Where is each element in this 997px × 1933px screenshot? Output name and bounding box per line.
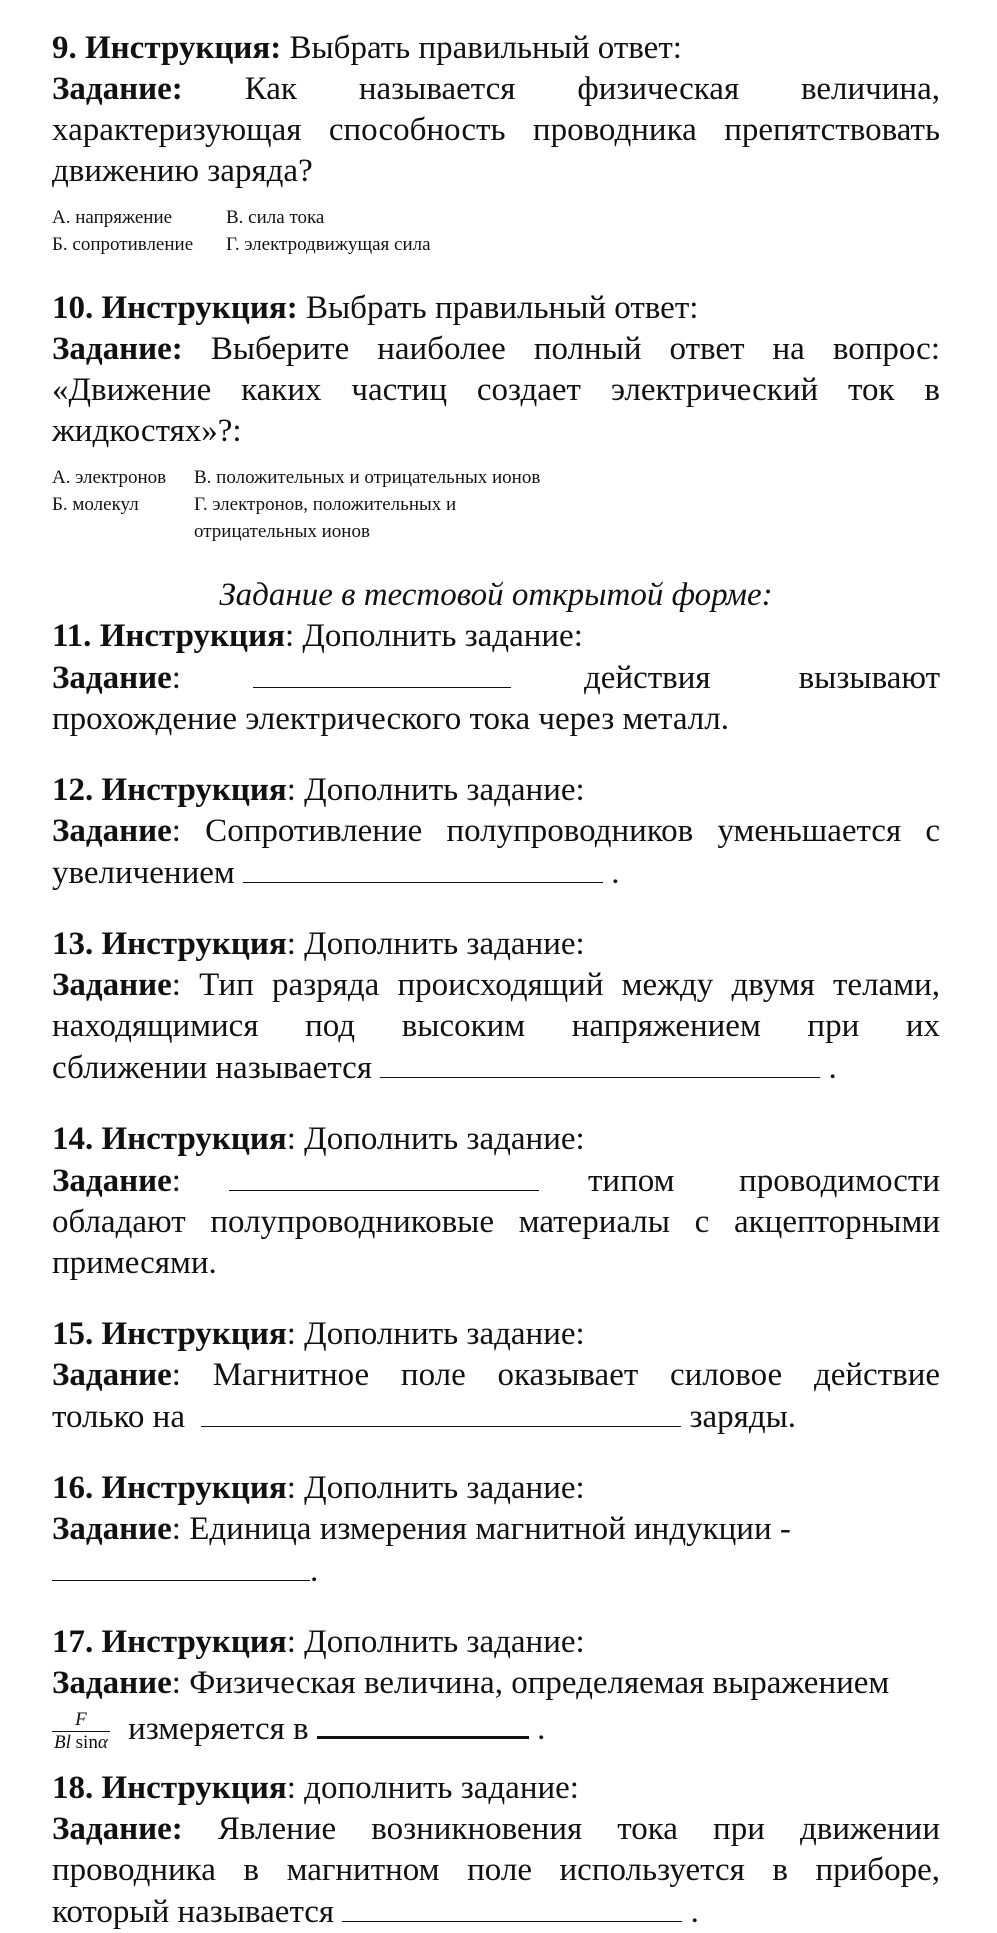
q12-end: . [611, 855, 620, 891]
q9-instruction-label: Инструкция: [85, 30, 282, 66]
q16-task-line1: : Единица измерения магнитной индукции - [171, 1511, 791, 1547]
q9-option-v: В. сила тока [226, 207, 325, 228]
q18-task-label: Задание: [52, 1810, 183, 1847]
q17-task-line1: : Физическая величина, определяемая выражением [171, 1665, 890, 1701]
question-14 [52, 1119, 940, 1284]
question-11 [52, 616, 940, 740]
q15-task-line2: только на [52, 1399, 185, 1435]
q10-task [52, 329, 940, 452]
q10-option-b: Б. молекул [52, 494, 139, 515]
q11-instruction-text: : Дополнить задание: [284, 618, 583, 654]
q15-end: заряды. [689, 1399, 797, 1435]
q12-task-label: Задание [52, 813, 172, 849]
q9-task-line1: Как называется физическая величина, [244, 71, 940, 107]
open-form-heading: Задание в тестовой открытой форме: [219, 577, 773, 613]
q17-fraction-formula [52, 1709, 110, 1754]
q11-task-label: Задание [52, 660, 172, 696]
q14-task-line2: обладают полупроводниковые материалы с акцепторными [52, 1204, 940, 1240]
q17-frac-den-alpha: α [97, 1731, 108, 1753]
q12-task-line2: увеличением [52, 855, 235, 891]
q14-answer-blank[interactable] [229, 1160, 539, 1191]
q18-instruction-text: : дополнить задание: [286, 1769, 579, 1806]
q9-task-line3: движению заряда? [52, 153, 313, 189]
question-18 [52, 1768, 940, 1933]
q18-instruction-label: Инструкция [101, 1769, 287, 1806]
q13-task-line3: сближении называется [52, 1050, 372, 1086]
q12-task-line1: : Сопротивление полупроводников уменьшается с [171, 813, 940, 849]
q16-task-label: Задание [52, 1511, 172, 1547]
question-17 [52, 1622, 940, 1754]
q12-number: 12. [52, 772, 94, 808]
q14-task-colon: : [171, 1163, 181, 1199]
q14-after-blank: типом проводимости [588, 1163, 940, 1199]
q14-task-label: Задание [52, 1163, 172, 1199]
q9-number: 9. [52, 30, 77, 66]
q11-after-blank: действия вызывают [584, 660, 940, 696]
q9-task [52, 69, 940, 192]
q15-task-line1: : Магнитное поле оказывает силовое действие [171, 1357, 940, 1393]
q17-frac-den-sin: sin [75, 1731, 98, 1753]
q17-answer-blank[interactable] [317, 1706, 529, 1739]
q15-instruction-label: Инструкция [101, 1316, 287, 1352]
q10-task-line3: жидкостях»?: [52, 413, 242, 449]
q13-instruction-text: : Дополнить задание: [286, 926, 585, 962]
q18-number: 18. [52, 1769, 94, 1806]
q13-end: . [828, 1050, 837, 1086]
q13-number: 13. [52, 926, 94, 962]
q16-end: . [310, 1553, 319, 1589]
q10-task-line2: «Движение каких частиц создает электрический ток в [52, 372, 940, 408]
q18-task-line3: который называется [52, 1893, 335, 1930]
q12-instruction-label: Инструкция [101, 772, 287, 808]
q11-answer-blank[interactable] [253, 657, 511, 688]
q13-task-line1: : Тип разряда происходящий между двумя телами, [171, 967, 940, 1003]
q11-task-line2: прохождение электрического тока через металл. [52, 701, 729, 737]
q14-instruction-label: Инструкция [101, 1121, 287, 1157]
q10-instruction-label: Инструкция: [101, 290, 298, 326]
question-15 [52, 1314, 940, 1438]
q9-options [52, 204, 940, 258]
q10-options [52, 464, 940, 545]
q9-option-b: Б. сопротивление [52, 234, 194, 255]
q17-number: 17. [52, 1624, 94, 1660]
q16-answer-blank[interactable] [52, 1550, 310, 1581]
q16-instruction-text: : Дополнить задание: [286, 1470, 585, 1506]
q9-option-a: А. напряжение [52, 207, 173, 228]
q12-answer-blank[interactable] [243, 852, 603, 883]
q10-task-line1: Выберите наиболее полный ответ на вопрос: [210, 331, 941, 367]
question-10 [52, 288, 940, 452]
q15-number: 15. [52, 1316, 94, 1352]
q9-option-g: Г. электродвижущая сила [226, 234, 431, 255]
q17-end: . [537, 1711, 546, 1747]
q11-number: 11. [52, 618, 92, 654]
q17-task-line2: измеряется в [128, 1711, 309, 1747]
q13-instruction-label: Инструкция [101, 926, 287, 962]
q14-number: 14. [52, 1121, 94, 1157]
q13-task-line2: находящимися под высоким напряжением при их [52, 1008, 940, 1044]
q18-task-line2: проводника в магнитном поле используется в приборе, [52, 1851, 940, 1888]
q10-option-g-line2: отрицательных ионов [194, 521, 370, 542]
q9-instruction-text: Выбрать правильный ответ: [289, 30, 682, 66]
q15-instruction-text: : Дополнить задание: [286, 1316, 585, 1352]
q18-answer-blank[interactable] [342, 1891, 682, 1922]
q17-frac-den-bl: Bl [54, 1731, 71, 1753]
q13-task-label: Задание [52, 967, 172, 1003]
q17-task-label: Задание [52, 1665, 172, 1701]
q9-task-label: Задание: [52, 71, 183, 107]
q15-answer-blank[interactable] [201, 1396, 681, 1427]
q18-end: . [690, 1893, 699, 1930]
q10-instruction-text: Выбрать правильный ответ: [306, 290, 699, 326]
q14-instruction-text: : Дополнить задание: [286, 1121, 585, 1157]
q17-fraction-denominator [52, 1732, 110, 1754]
q16-number: 16. [52, 1470, 94, 1506]
q11-instruction-label: Инструкция [99, 618, 285, 654]
q10-number: 10. [52, 290, 94, 326]
question-16 [52, 1468, 940, 1592]
q10-task-label: Задание: [52, 331, 183, 367]
question-12 [52, 770, 940, 894]
q17-instruction-text: : Дополнить задание: [286, 1624, 585, 1660]
q17-fraction-numerator: F [52, 1709, 110, 1732]
question-9 [52, 28, 940, 192]
q11-task-colon: : [171, 660, 181, 696]
q18-task-line1: Явление возникновения тока при движении [217, 1810, 940, 1847]
question-13 [52, 924, 940, 1089]
q17-instruction-label: Инструкция [101, 1624, 287, 1660]
q10-option-v: В. положительных и отрицательных ионов [194, 467, 541, 488]
q15-task-label: Задание [52, 1357, 172, 1393]
q12-instruction-text: : Дополнить задание: [286, 772, 585, 808]
q9-task-line2: характеризующая способность проводника препятствовать [52, 112, 940, 148]
q10-option-g-line1: Г. электронов, положительных и [194, 494, 457, 515]
q10-option-a: А. электронов [52, 467, 167, 488]
q16-instruction-label: Инструкция [101, 1470, 287, 1506]
q13-answer-blank[interactable] [380, 1047, 820, 1078]
q14-task-line3: примесями. [52, 1245, 217, 1281]
